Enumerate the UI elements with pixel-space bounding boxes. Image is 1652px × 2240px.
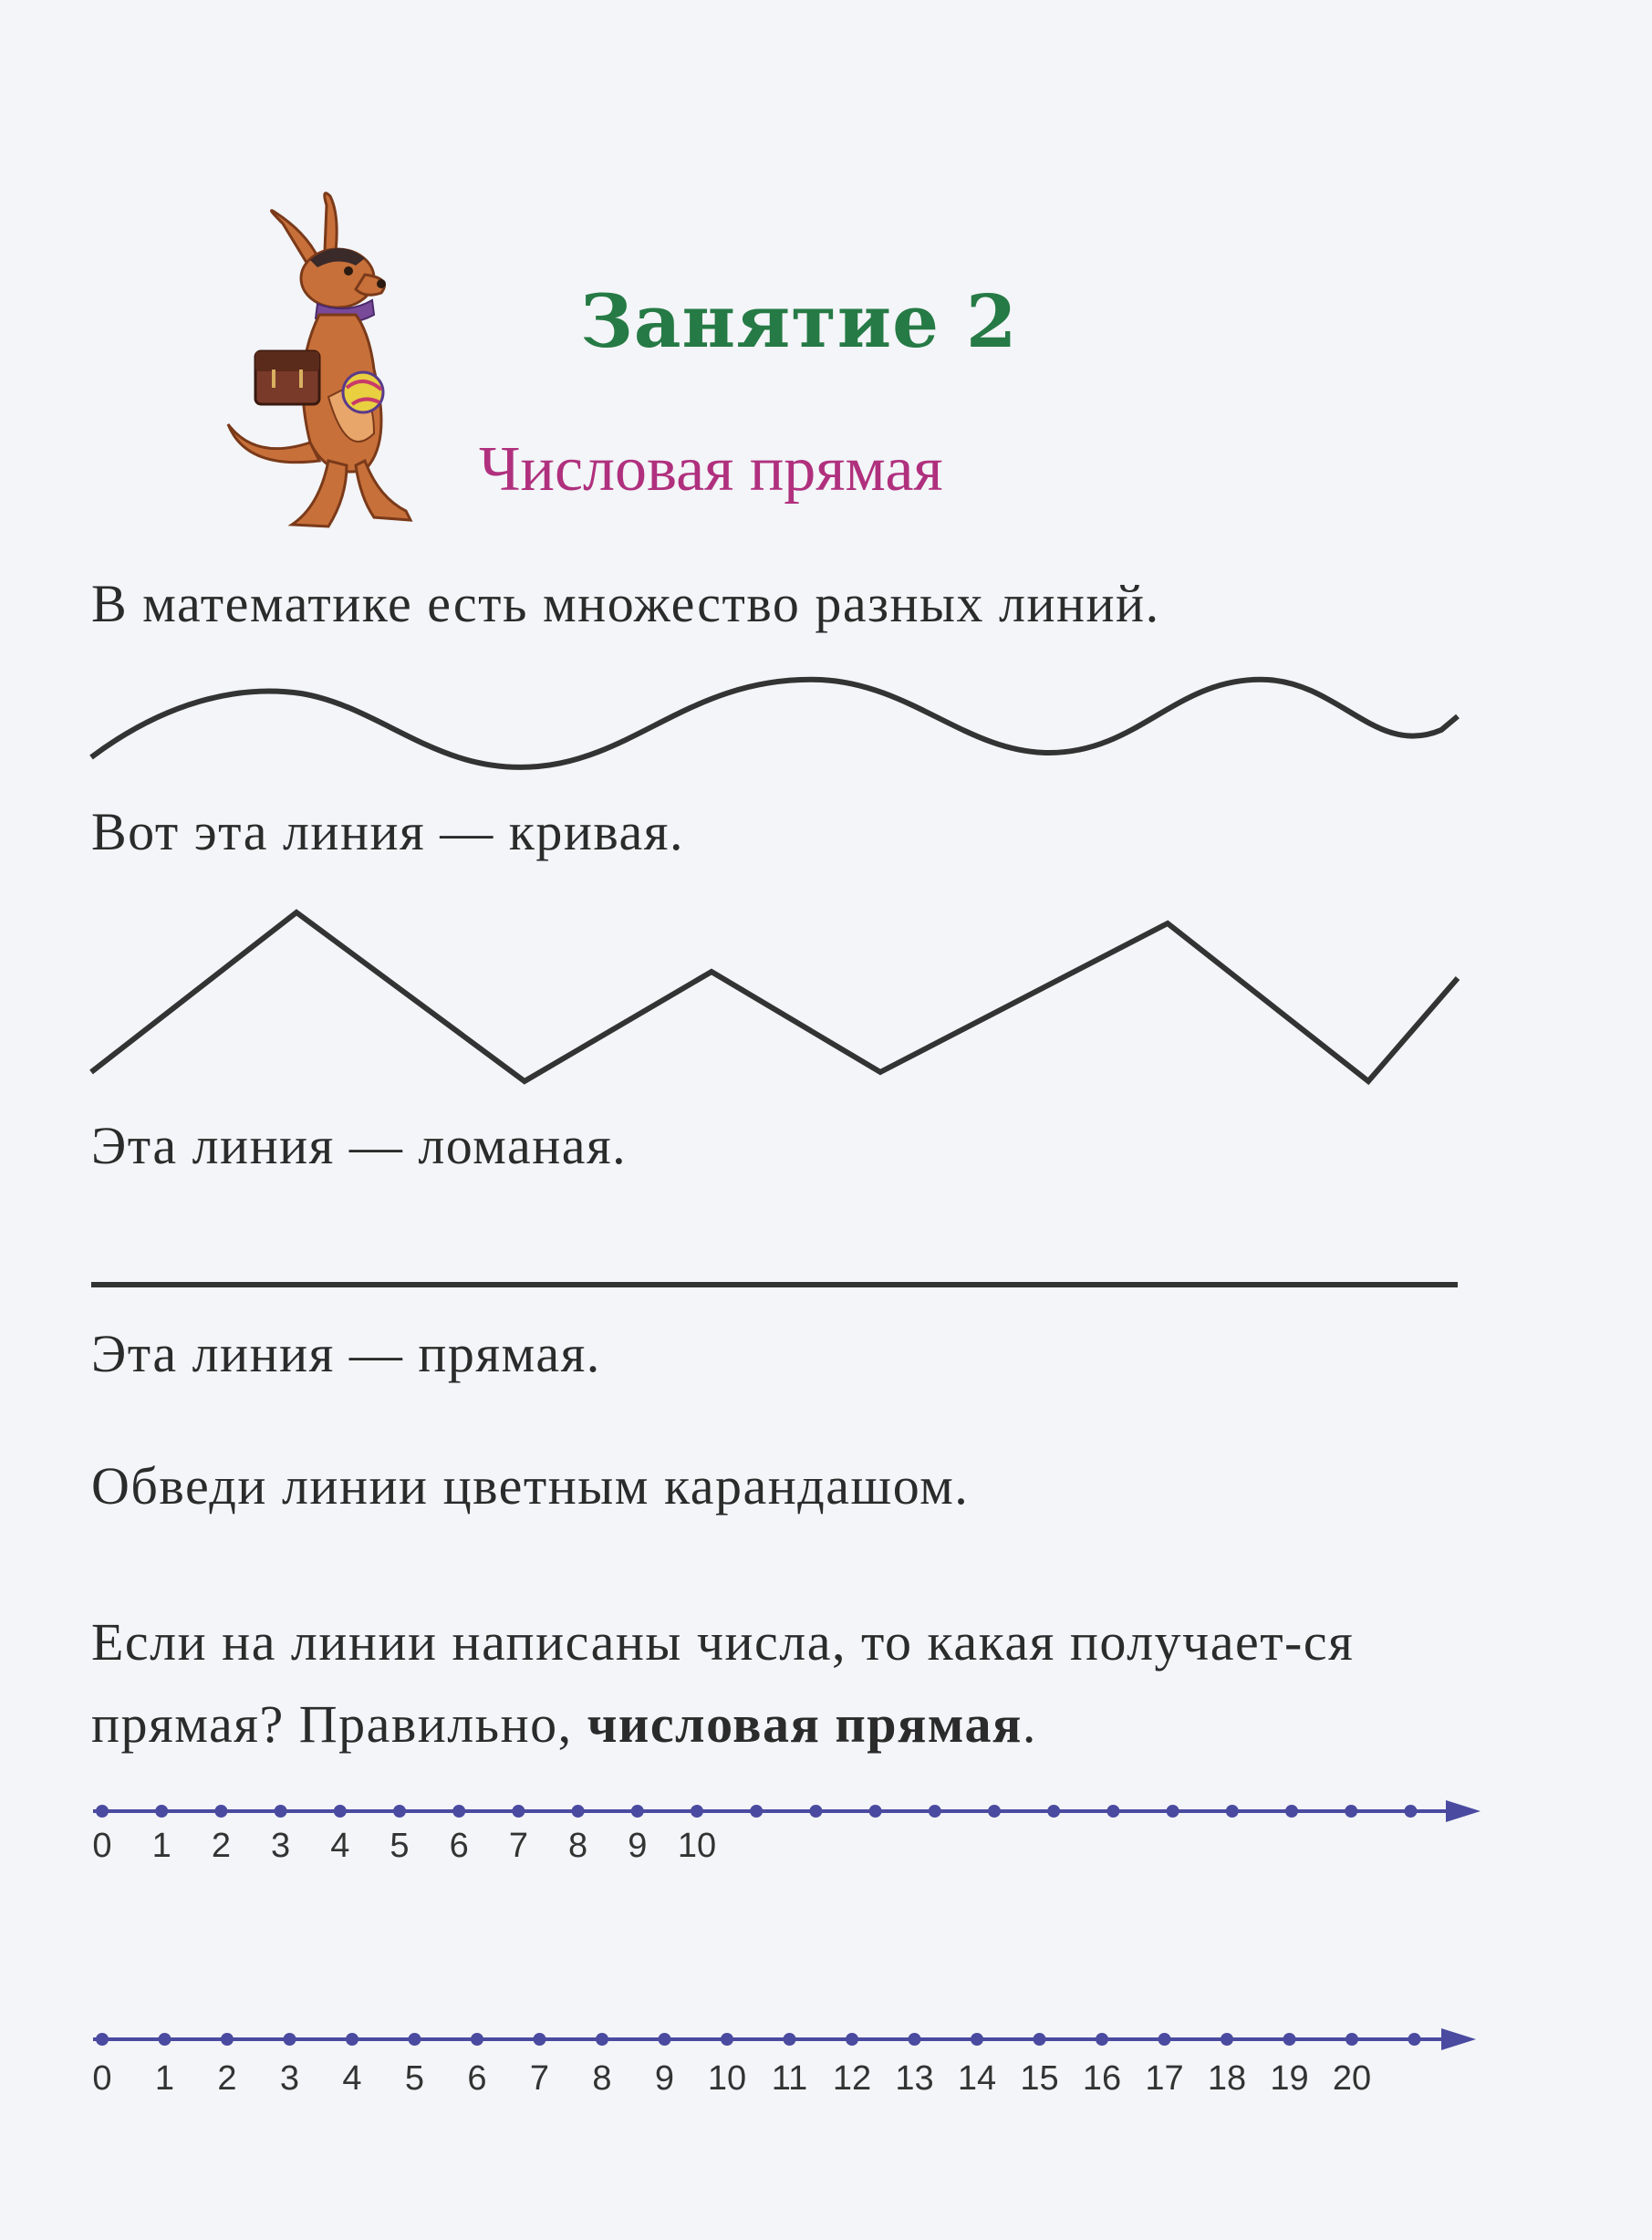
number-line-term: числовая прямая bbox=[587, 1694, 1023, 1754]
number-line-label: 4 bbox=[342, 2059, 362, 2098]
number-line-point bbox=[721, 2033, 733, 2046]
number-line-label: 1 bbox=[154, 2059, 175, 2098]
number-line-point bbox=[971, 2033, 983, 2046]
broken-caption: Эта линия — ломаная. bbox=[91, 1116, 628, 1175]
number-line-point bbox=[750, 1805, 763, 1818]
number-line-point bbox=[393, 1805, 406, 1818]
number-line-point bbox=[214, 1805, 227, 1818]
number-line-point bbox=[809, 1805, 822, 1818]
number-line-label: 5 bbox=[390, 1827, 410, 1865]
number-line-point bbox=[784, 2033, 796, 2046]
question-paragraph bbox=[91, 1601, 1478, 1766]
number-line-label: 9 bbox=[628, 1827, 648, 1865]
arrow-head-icon bbox=[1446, 1800, 1481, 1822]
number-line-label: 10 bbox=[677, 1827, 717, 1865]
number-line-label: 0 bbox=[92, 1827, 112, 1865]
broken-line bbox=[91, 912, 1458, 1081]
straight-caption: Эта линия — прямая. bbox=[91, 1324, 601, 1383]
number-line-label: 19 bbox=[1270, 2059, 1309, 2098]
number-line-point bbox=[1283, 2033, 1296, 2046]
number-line-point bbox=[96, 2033, 109, 2046]
curved-line bbox=[91, 680, 1458, 767]
lesson-title: Занятие 2 bbox=[580, 278, 1018, 364]
instruction-text: Обведи линии цветным карандашом. bbox=[91, 1456, 970, 1516]
number-line-point bbox=[1167, 1805, 1179, 1818]
number-line-point bbox=[659, 2033, 671, 2046]
number-line-label: 18 bbox=[1207, 2059, 1247, 2098]
number-line-point bbox=[988, 1805, 1001, 1818]
number-line-point bbox=[1404, 1805, 1417, 1818]
number-line-point bbox=[1034, 2033, 1046, 2046]
number-line-point bbox=[846, 2033, 858, 2046]
number-line-label: 10 bbox=[707, 2059, 747, 2098]
number-line-label: 7 bbox=[508, 1827, 528, 1865]
number-line-label: 3 bbox=[271, 1827, 291, 1865]
arrow-head-icon bbox=[1441, 2028, 1476, 2050]
number-line-point bbox=[691, 1805, 703, 1818]
number-line-label: 20 bbox=[1332, 2059, 1372, 2098]
number-line-point bbox=[452, 1805, 465, 1818]
number-line-0-to-10 bbox=[92, 1800, 1481, 1865]
curve-caption: Вот эта линия — кривая. bbox=[91, 802, 684, 861]
number-line-point bbox=[1345, 1805, 1357, 1818]
number-line-point bbox=[929, 1805, 941, 1818]
number-line-label: 7 bbox=[529, 2059, 550, 2098]
number-line-point bbox=[596, 2033, 608, 2046]
number-line-label: 8 bbox=[568, 1827, 588, 1865]
number-line-point bbox=[869, 1805, 882, 1818]
number-line-label: 11 bbox=[771, 2059, 808, 2098]
number-line-point bbox=[275, 1805, 287, 1818]
number-line-point bbox=[512, 1805, 525, 1818]
intro-text: В математике есть множество разных линий. bbox=[91, 574, 1160, 633]
number-line-point bbox=[1158, 2033, 1171, 2046]
number-line-point bbox=[409, 2033, 421, 2046]
number-line-label: 4 bbox=[330, 1827, 350, 1865]
number-line-point bbox=[221, 2033, 234, 2046]
number-line-label: 3 bbox=[279, 2059, 300, 2098]
number-line-label: 16 bbox=[1082, 2059, 1122, 2098]
number-line-point bbox=[1047, 1805, 1060, 1818]
number-line-point bbox=[909, 2033, 921, 2046]
number-line-point bbox=[534, 2033, 546, 2046]
number-line-point bbox=[1107, 1805, 1119, 1818]
number-line-label: 6 bbox=[449, 1827, 469, 1865]
number-line-point bbox=[96, 1805, 109, 1818]
number-line-point bbox=[1408, 2033, 1421, 2046]
number-line-point bbox=[1226, 1805, 1239, 1818]
number-line-point bbox=[159, 2033, 171, 2046]
number-line-point bbox=[471, 2033, 483, 2046]
number-line-label: 15 bbox=[1020, 2059, 1059, 2098]
number-line-0-to-20 bbox=[92, 2028, 1476, 2098]
number-line-label: 2 bbox=[211, 1827, 231, 1865]
number-line-label: 0 bbox=[92, 2059, 112, 2098]
number-line-point bbox=[1096, 2033, 1108, 2046]
number-line-point bbox=[334, 1805, 347, 1818]
number-line-point bbox=[1221, 2033, 1233, 2046]
number-line-point bbox=[1285, 1805, 1298, 1818]
number-line-label: 9 bbox=[654, 2059, 675, 2098]
number-line-point bbox=[631, 1805, 644, 1818]
number-line-point bbox=[346, 2033, 358, 2046]
number-line-label: 8 bbox=[592, 2059, 612, 2098]
number-line-label: 5 bbox=[404, 2059, 425, 2098]
number-line-point bbox=[284, 2033, 296, 2046]
number-line-label: 17 bbox=[1145, 2059, 1184, 2098]
number-line-point bbox=[155, 1805, 168, 1818]
number-line-label: 14 bbox=[957, 2059, 997, 2098]
lesson-subtitle: Числовая прямая bbox=[479, 434, 943, 505]
number-line-label: 6 bbox=[467, 2059, 487, 2098]
question-end: . bbox=[1022, 1694, 1037, 1754]
number-line-label: 2 bbox=[217, 2059, 237, 2098]
number-line-label: 12 bbox=[832, 2059, 872, 2098]
question-text: Если на линии написаны числа, то какая получает-ся прямая? Правильно, bbox=[91, 1612, 1355, 1754]
number-line-label: 1 bbox=[151, 1827, 171, 1865]
number-line-point bbox=[1345, 2033, 1358, 2046]
number-line-point bbox=[572, 1805, 585, 1818]
number-line-label: 13 bbox=[895, 2059, 934, 2098]
